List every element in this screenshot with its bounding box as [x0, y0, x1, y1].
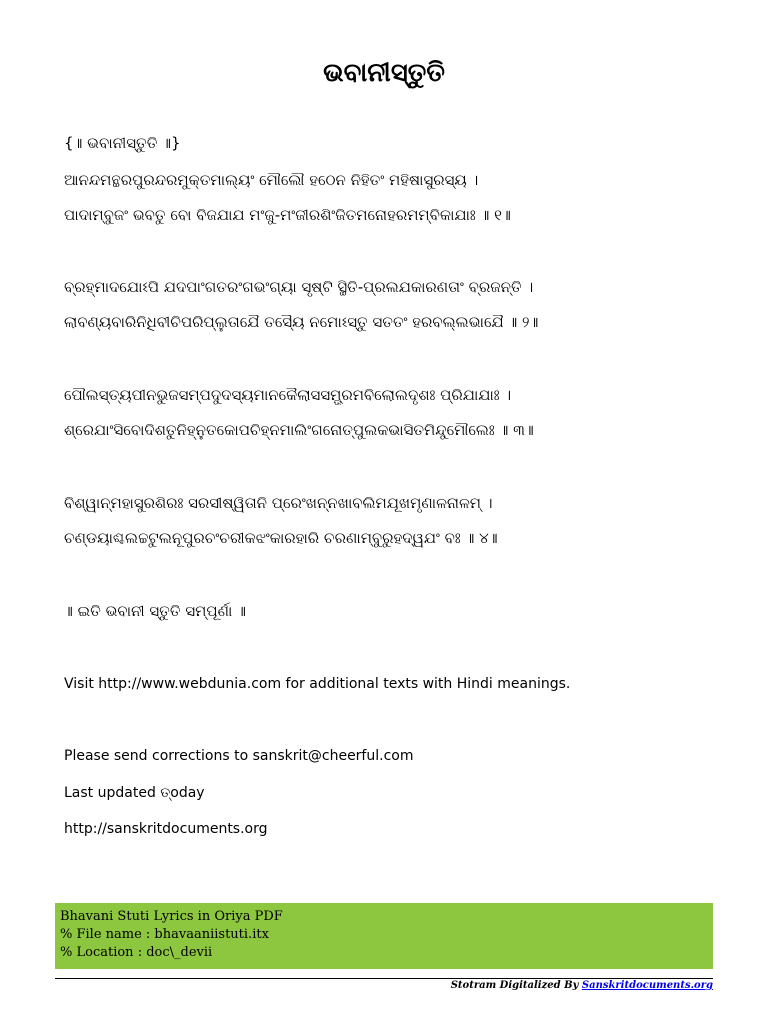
- verse-line: ଶ୍ରେଯାଂସିବୋଦିଶତୁନିହ୍ନୁତକୋପଚିହ୍ନମାଲିଂଗନୋତ୍ପୁଲକଭାସିତମିନ୍ଦୁମୌଲେଃ ॥ ୩॥: [64, 421, 534, 439]
- visit-note: Visit http://www.webdunia.com for additional texts with Hindi meanings.: [64, 676, 571, 692]
- verse-line: ଚଣ୍ଡୟାଶ୍ଚଲଚ୍ଚଟୁଲନୂପୁରଚଂଚରୀକଝଂକାରହାରି ଚରଣାମ୍ବୁରୁହଦ୍ୱଯଂ ବଃ ॥ ୪॥: [64, 529, 498, 547]
- credit-link[interactable]: Sanskritdocuments.org: [581, 980, 713, 991]
- closing: [64, 594, 724, 629]
- file-info-location: % Location : doc\_devii: [60, 945, 213, 960]
- corrections-note: Please send corrections to sanskrit@cheerful.com: [64, 748, 414, 764]
- stotra-header: [64, 126, 724, 161]
- verse-4: [64, 486, 724, 556]
- verse-line: ବ୍ରହ୍ମାଦଯୋଽପି ଯଦପାଂଗତରଂଗଭଂଗ୍ୟା ସୃଷ୍ଟି ସ୍ଥିତି-ପ୍ରଲଯକାରଣତାଂ ବ୍ରଜନ୍ତି ।: [64, 278, 534, 296]
- site-url: http://sanskritdocuments.org: [64, 821, 268, 837]
- file-info-box: [55, 903, 713, 969]
- header-line: {॥ ଭବାନୀସ୍ତୁତି ॥}: [64, 134, 181, 152]
- verse-3: [64, 378, 724, 448]
- verse-line: ପୌଲସ୍ତ୍ୟପୀନଭୁଜସମ୍ପଦୁଦସ୍ୟମାନକୈଲାସସମ୍ଭ୍ରମବିଲୋଲଦୃଶଃ ପ୍ରିଯାଯାଃ ।: [64, 386, 512, 404]
- verse-line: ଲାବଣ୍ୟବାରିନିଧିବୀଚିପରିପ୍ଲୁତାଯୈ ତସ୍ୟୈ ନମୋଽସ୍ତୁ ସତତଂ ହରବଲ୍ଲଭାଯୈ ॥ ୨॥: [64, 313, 539, 331]
- verse-1: [64, 163, 724, 233]
- credit-prefix: Stotram Digitalized By: [450, 980, 579, 991]
- verse-line: ଆନନ୍ଦମନ୍ଥରପୁରନ୍ଦରମୁକ୍ତମାଲ୍ୟଂ ମୌଲୌ ହଠେନ ନିହିତଂ ମହିଷାସୁରସ୍ୟ ।: [64, 171, 479, 189]
- footer-divider: [55, 978, 713, 979]
- verse-2: [64, 270, 724, 340]
- last-updated: Last updated ତ୍oday: [64, 785, 205, 801]
- verse-line: ବିଶ୍ୱାନ୍ମହାସୁରଶିରଃ ସରସୀଷ୍ୱିତାନି ପ୍ରେଂଖନ୍ନଖାବଲିମଯୂଖମୃଣାଳନାଳମ୍ ।: [64, 494, 493, 512]
- file-info-title: Bhavani Stuti Lyrics in Oriya PDF: [60, 909, 283, 924]
- file-info-name: % File name : bhavaaniistuti.itx: [60, 927, 269, 942]
- page-title: ଭବାନୀସ୍ତୁତି: [323, 58, 445, 88]
- verse-line: ପାଦାମ୍ବୁଜଂ ଭବତୁ ବୋ ବିଜଯାଯ ମଂଜୁ-ମଂଜୀରଶିଂଜିତମନୋହରମମ୍ବିକାଯାଃ ॥ ୧॥: [64, 206, 511, 224]
- closing-line: ॥ ଇତି ଭବାନୀ ସ୍ତୁତି ସମ୍ପୂର୍ଣା ॥: [64, 602, 246, 620]
- credit-line: [451, 980, 713, 991]
